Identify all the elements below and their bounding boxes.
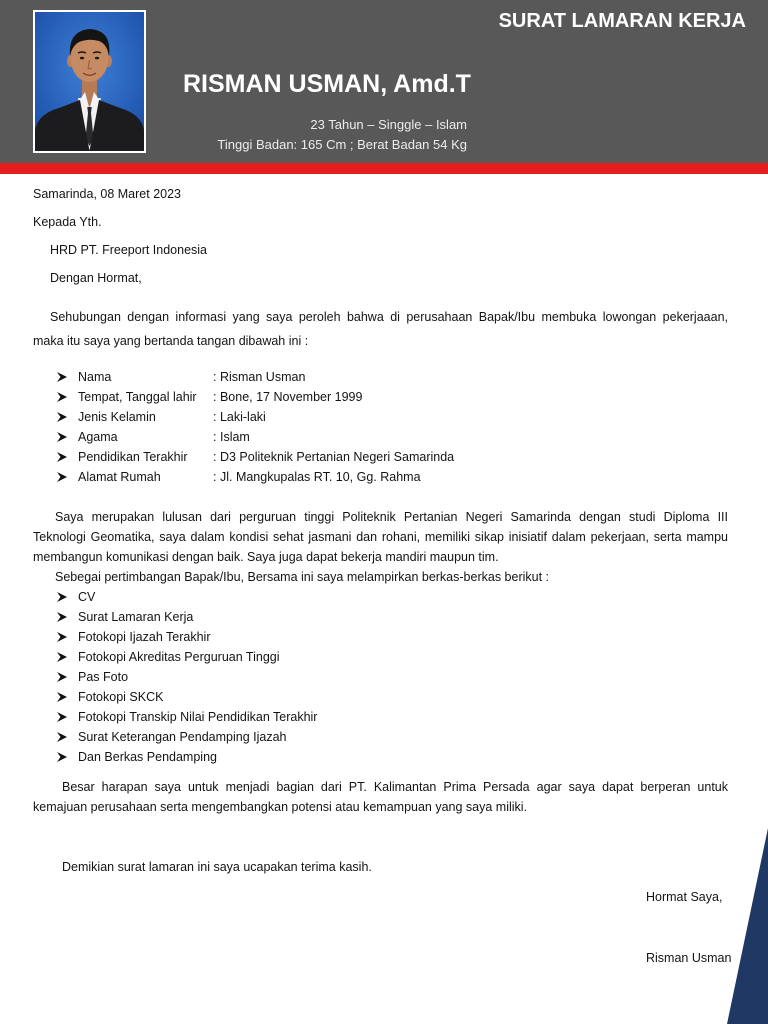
signoff: Hormat Saya, xyxy=(646,890,723,904)
closing-paragraph xyxy=(33,777,728,817)
paragraph-line: Sehubungan dengan informasi yang saya peroleh bahwa di perusahaan Bapak/Ibu membuka lowongan pekerjaaan, xyxy=(50,310,728,324)
arrowhead-bullet-icon xyxy=(57,432,67,442)
attachment-label: Fotokopi Akreditas Perguruan Tinggi xyxy=(78,650,280,664)
arrowhead-bullet-icon xyxy=(57,732,67,742)
attachment-item xyxy=(0,627,768,647)
paragraph-line: Saya merupakan lulusan dari perguruan tinggi Politeknik Pertanian Negeri Samarinda dengan studi Diploma III xyxy=(55,510,728,524)
biodata-label: Pendidikan Terakhir xyxy=(78,450,188,464)
biodata-list xyxy=(0,367,768,487)
biodata-separator: : xyxy=(213,430,217,444)
attachment-label: Surat Lamaran Kerja xyxy=(78,610,194,624)
biodata-row xyxy=(0,367,768,387)
attachment-item xyxy=(0,707,768,727)
place-date: Samarinda, 08 Maret 2023 xyxy=(33,187,182,201)
attachment-label: Pas Foto xyxy=(78,670,129,684)
document-title: SURAT LAMARAN KERJA xyxy=(498,10,746,32)
biodata-row xyxy=(0,407,768,427)
arrowhead-bullet-icon xyxy=(57,672,67,682)
accent-stripe xyxy=(0,163,768,174)
paragraph-line: Besar harapan saya untuk menjadi bagian dari PT. Kalimantan Prima Persada agar saya dapat berperan untuk xyxy=(62,780,728,794)
attachment-item xyxy=(0,667,768,687)
attachments-list xyxy=(0,587,768,767)
biodata-separator: : xyxy=(213,450,217,464)
age-status-religion: 23 Tahun – Singgle – Islam xyxy=(310,117,467,132)
biodata-label: Jenis Kelamin xyxy=(78,410,156,424)
attachment-label: Fotokopi Transkip Nilai Pendidikan Terakhir xyxy=(78,710,318,724)
profile-photo xyxy=(33,10,146,153)
attachment-item xyxy=(0,687,768,707)
attachment-label: Surat Keterangan Pendamping Ijazah xyxy=(78,730,287,744)
arrowhead-bullet-icon xyxy=(57,692,67,702)
biodata-value xyxy=(213,387,362,407)
arrowhead-bullet-icon xyxy=(57,612,67,622)
corner-accent-shape xyxy=(727,828,768,1024)
biodata-label: Tempat, Tanggal lahir xyxy=(78,390,197,404)
arrowhead-bullet-icon xyxy=(57,632,67,642)
biodata-value xyxy=(213,467,421,487)
attachment-item xyxy=(0,587,768,607)
arrowhead-bullet-icon xyxy=(57,392,67,402)
biodata-separator: : xyxy=(213,470,217,484)
applicant-name: RISMAN USMAN, Amd.T xyxy=(183,70,471,98)
paragraph-line: membangun komunikasi dengan baik. Saya juga dapat bekerja mandiri maupun tim. xyxy=(33,550,499,564)
biodata-value xyxy=(213,367,305,387)
arrowhead-bullet-icon xyxy=(57,372,67,382)
biodata-row xyxy=(0,467,768,487)
biodata-value-text: Bone, 17 November 1999 xyxy=(219,390,363,404)
salutation: Dengan Hormat, xyxy=(50,271,142,285)
attachment-item xyxy=(0,747,768,767)
attachment-item xyxy=(0,727,768,747)
attachment-item xyxy=(0,647,768,667)
arrowhead-bullet-icon xyxy=(57,412,67,422)
biodata-label: Alamat Rumah xyxy=(78,470,161,484)
biodata-separator: : xyxy=(213,410,217,424)
intro-paragraph xyxy=(33,305,728,353)
profile-paragraph xyxy=(33,507,728,567)
arrowhead-bullet-icon xyxy=(57,452,67,462)
biodata-value-text: Risman Usman xyxy=(219,370,306,384)
biodata-label: Agama xyxy=(78,430,118,444)
biodata-value xyxy=(213,447,454,467)
biodata-separator: : xyxy=(213,370,217,384)
attachment-item xyxy=(0,607,768,627)
arrowhead-bullet-icon xyxy=(57,592,67,602)
personal-info xyxy=(217,115,467,155)
biodata-value xyxy=(213,427,250,447)
profile-photo-image xyxy=(35,12,144,151)
recipient: HRD PT. Freeport Indonesia xyxy=(50,243,208,257)
to-label: Kepada Yth. xyxy=(33,215,102,229)
attachments-intro: Sebegai pertimbangan Bapak/Ibu, Bersama ini saya melampirkan berkas-berkas berikut : xyxy=(55,570,550,584)
attachment-label: Fotokopi Ijazah Terakhir xyxy=(78,630,211,644)
thanks-line: Demikian surat lamaran ini saya ucapakan terima kasih. xyxy=(62,860,372,874)
attachment-label: Fotokopi SKCK xyxy=(78,690,164,704)
paragraph-line: kemajuan perusahaan serta mengembangkan potensi atau kemampuan yang saya miliki. xyxy=(33,800,528,814)
biodata-separator: : xyxy=(213,390,217,404)
attachment-label: CV xyxy=(78,590,96,604)
attachment-label: Dan Berkas Pendamping xyxy=(78,750,217,764)
height-weight: Tinggi Badan: 165 Cm ; Berat Badan 54 Kg xyxy=(217,137,467,152)
paragraph-line: maka itu saya yang bertanda tangan dibawah ini : xyxy=(33,334,309,348)
paragraph-line: Teknologi Geomatika, saya dalam kondisi sehat jasmani dan rohani, memiliki sikap inisiatif dalam pekerjaan, serta mampu xyxy=(33,530,728,544)
biodata-row xyxy=(0,427,768,447)
biodata-value-text: D3 Politeknik Pertanian Negeri Samarinda xyxy=(219,450,455,464)
arrowhead-bullet-icon xyxy=(57,472,67,482)
biodata-row xyxy=(0,447,768,467)
biodata-row xyxy=(0,387,768,407)
arrowhead-bullet-icon xyxy=(57,652,67,662)
arrowhead-bullet-icon xyxy=(57,752,67,762)
arrowhead-bullet-icon xyxy=(57,712,67,722)
biodata-value-text: Laki-laki xyxy=(219,410,266,424)
biodata-value-text: Jl. Mangkupalas RT. 10, Gg. Rahma xyxy=(219,470,421,484)
signature-name: Risman Usman xyxy=(646,951,732,965)
biodata-label: Nama xyxy=(78,370,112,384)
biodata-value-text: Islam xyxy=(219,430,250,444)
biodata-value xyxy=(213,407,266,427)
